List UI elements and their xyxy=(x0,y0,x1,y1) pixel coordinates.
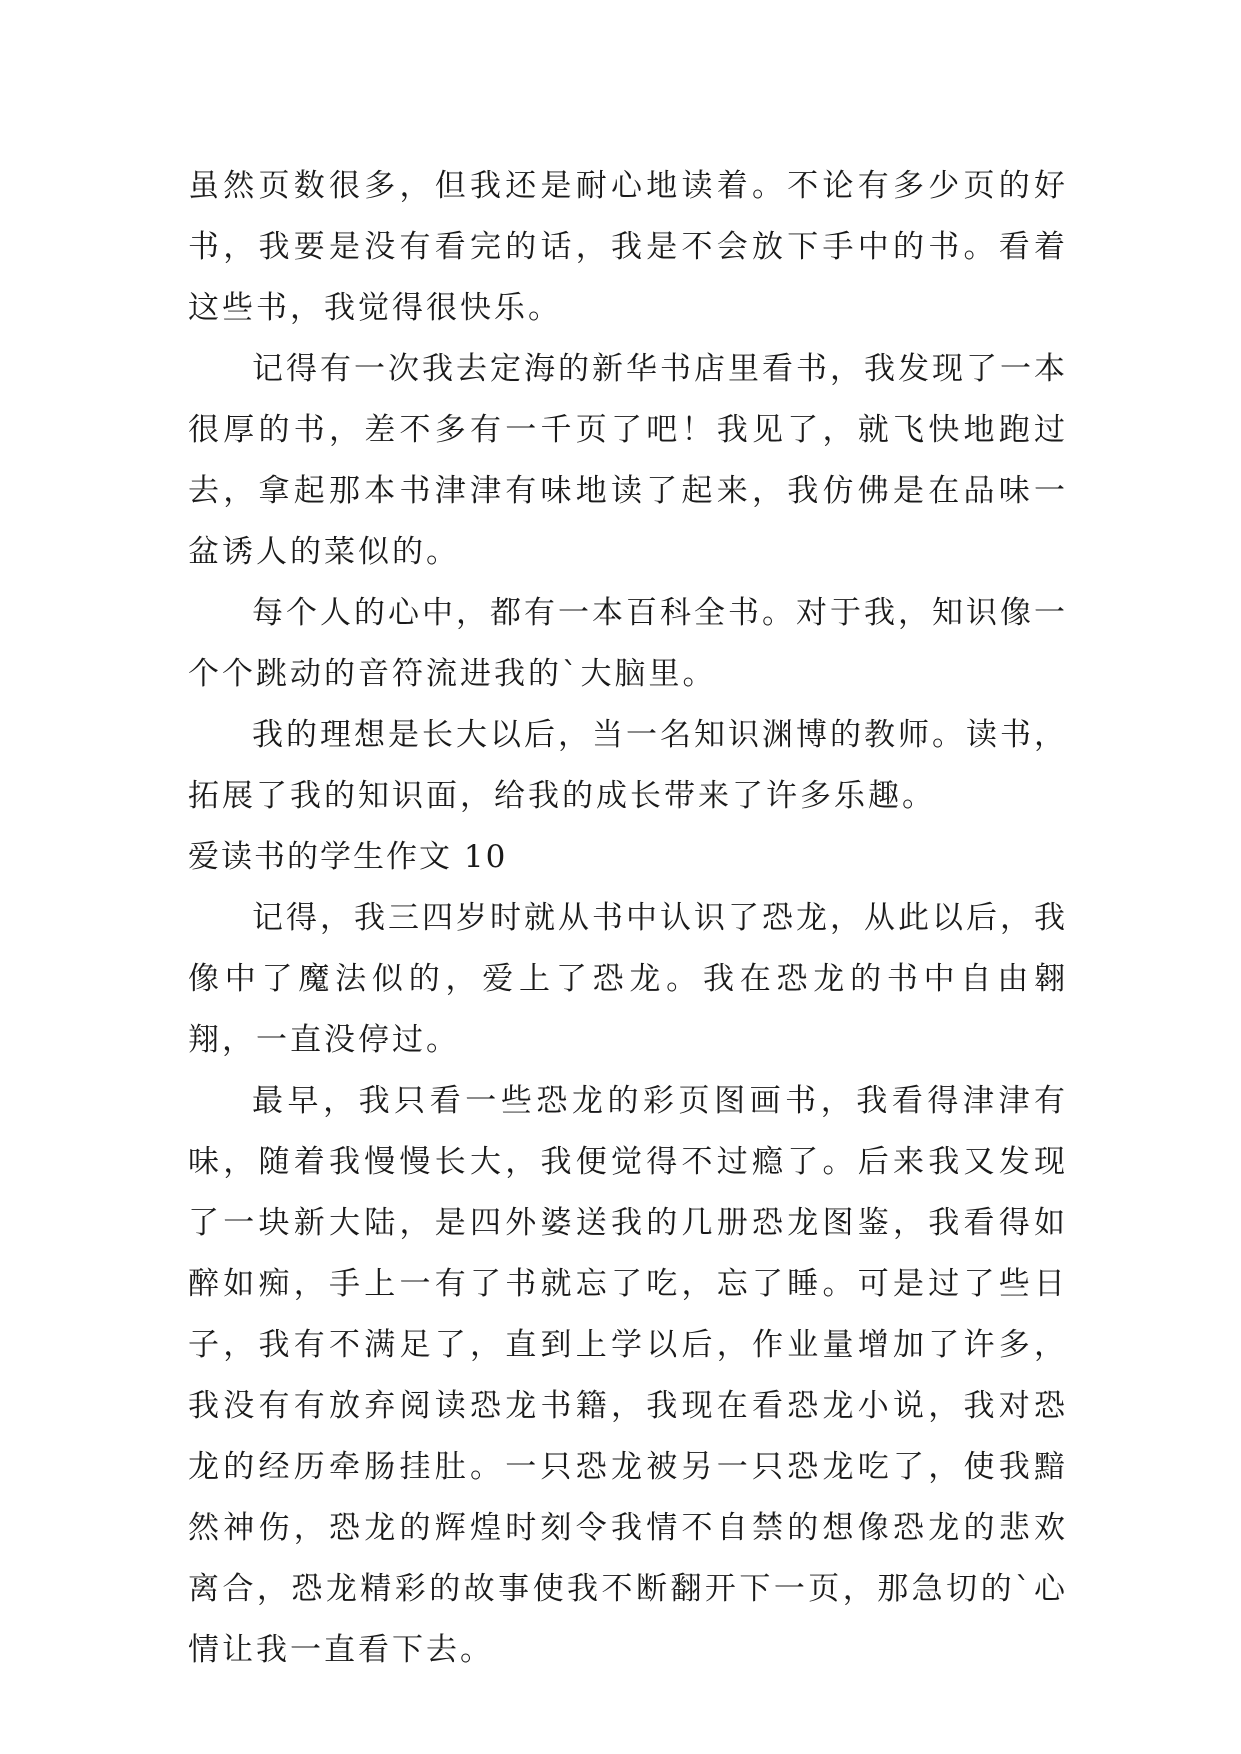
paragraph-4: 我的理想是长大以后，当一名知识渊博的教师。读书，拓展了我的知识面，给我的成长带来了许多乐趣。 xyxy=(188,717,1068,814)
paragraph-1: 虽然页数很多，但我还是耐心地读着。不论有多少页的好书，我要是没有看完的话，我是不会放下手中的书。看着这些书，我觉得很快乐。 xyxy=(188,168,1068,326)
paragraph-6: 最早，我只看一些恐龙的彩页图画书，我看得津津有味，随着我慢慢长大，我便觉得不过瘾了。后来我又发现了一块新大陆，是四外婆送我的几册恐龙图鉴，我看得如醉如痴，手上一有了书就忘了吃，忘了睡。可是过了些日子，我有不满足了，直到上学以后，作业量增加了许多，我没有有放弃阅读恐龙书籍，我现在看恐龙小说，我对恐龙的经历牵肠挂肚。一只恐龙被另一只恐龙吃了，使我黯然神伤，恐龙的辉煌时刻令我情不自禁的想像恐龙的悲欢离合，恐龙精彩的故事使我不断翻开下一页，那急切的`心情让我一直看下去。 xyxy=(188,1083,1068,1668)
paragraph-3: 每个人的心中，都有一本百科全书。对于我，知识像一个个跳动的音符流进我的`大脑里。 xyxy=(188,595,1068,692)
paragraph-2: 记得有一次我去定海的新华书店里看书，我发现了一本很厚的书，差不多有一千页了吧！我见了，就飞快地跑过去，拿起那本书津津有味地读了起来，我仿佛是在品味一盆诱人的菜似的。 xyxy=(188,351,1068,570)
section-title: 爱读书的学生作文 10 xyxy=(188,839,508,875)
paragraph-5: 记得，我三四岁时就从书中认识了恐龙，从此以后，我像中了魔法似的，爱上了恐龙。我在恐龙的书中自由翱翔，一直没停过。 xyxy=(188,900,1068,1058)
document-body xyxy=(188,156,1068,1681)
